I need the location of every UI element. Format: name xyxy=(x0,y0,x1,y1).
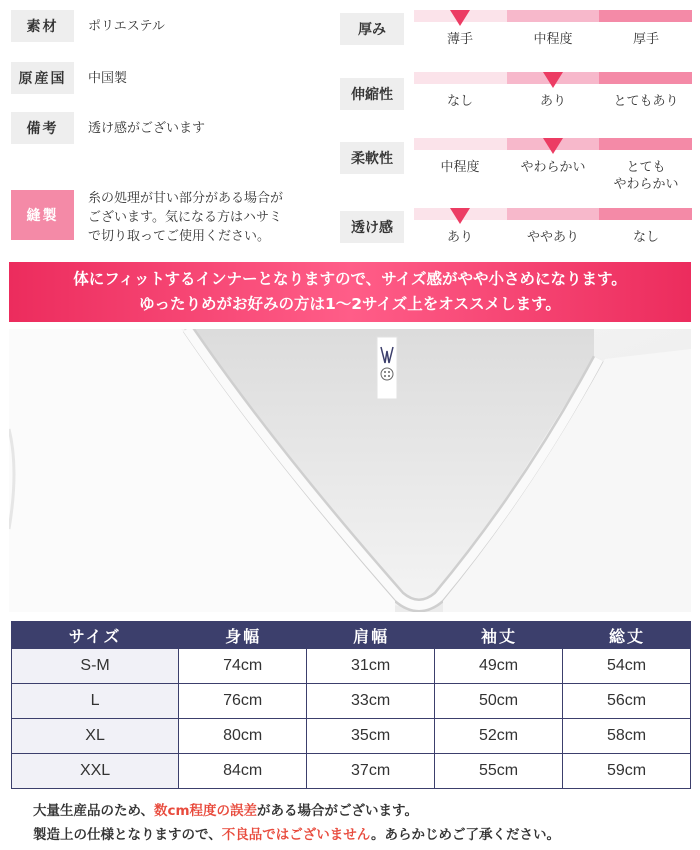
table-row xyxy=(11,719,691,754)
cell-chest-width: 76cm xyxy=(179,684,307,719)
scale-option: なし xyxy=(446,94,473,109)
cell-size: XL xyxy=(11,719,179,754)
size-table-header-row xyxy=(11,621,691,649)
header-total-length: 総丈 xyxy=(563,621,691,649)
scale-option: 厚手 xyxy=(632,32,659,47)
scale-selected-marker-icon xyxy=(450,208,470,224)
size-table xyxy=(11,621,691,789)
scale-label: 伸縮性 xyxy=(340,78,404,110)
spec-origin-label: 原産国 xyxy=(11,62,74,94)
disclaimer-text: 製造上の仕様となりますので、 xyxy=(33,827,222,843)
scale-selected-marker-icon xyxy=(543,72,563,88)
fit-notice-banner xyxy=(9,262,691,322)
scale-option: あり xyxy=(539,94,566,109)
scale-segment xyxy=(507,208,600,220)
scale-option: なし xyxy=(632,230,659,245)
banner-line-2: ゆったりめがお好みの方は1〜2サイズ上をオススメします。 xyxy=(139,295,561,313)
cell-shoulder-width: 37cm xyxy=(307,754,435,789)
cell-shoulder-width: 31cm xyxy=(307,649,435,684)
scale-option: とてもあり xyxy=(613,94,679,109)
scale-segment xyxy=(599,208,692,220)
v-neck-shirt-illustration xyxy=(9,329,691,612)
spec-material-value: ポリエステル xyxy=(88,19,165,34)
scale-segment xyxy=(414,72,507,84)
header-sleeve-length: 袖丈 xyxy=(435,621,563,649)
header-shoulder-width: 肩幅 xyxy=(307,621,435,649)
cell-chest-width: 74cm xyxy=(179,649,307,684)
disclaimer-text: 大量生産品のため、 xyxy=(33,803,154,819)
scale-segment xyxy=(599,72,692,84)
cell-sleeve-length: 52cm xyxy=(435,719,563,754)
cell-shoulder-width: 33cm xyxy=(307,684,435,719)
banner-line-1: 体にフィットするインナーとなりますので、サイズ感がやや小さめになります。 xyxy=(73,270,627,288)
disclaimer-line-1 xyxy=(33,799,418,819)
scale-segment xyxy=(414,138,507,150)
header-chest-width: 身幅 xyxy=(179,621,307,649)
scale-label: 透け感 xyxy=(340,211,404,243)
table-row xyxy=(11,684,691,719)
disclaimer-text: がある場合がございます。 xyxy=(257,803,418,819)
spec-sewing-line: 糸の処理が甘い部分がある場合が xyxy=(88,191,284,206)
product-photo xyxy=(9,329,691,612)
scale-selected-marker-icon xyxy=(450,10,470,26)
cell-size: L xyxy=(11,684,179,719)
cell-chest-width: 84cm xyxy=(179,754,307,789)
cell-sleeve-length: 55cm xyxy=(435,754,563,789)
scale-option: ややあり xyxy=(526,230,579,245)
scale-segment xyxy=(507,10,600,22)
cell-total-length: 54cm xyxy=(563,649,691,684)
spec-sewing-value xyxy=(88,189,283,246)
spec-sewing-line: で切り取ってご使用ください。 xyxy=(88,229,271,244)
disclaimer-highlight: 数cm程度の誤差 xyxy=(153,803,258,819)
scale-option: やわらかい xyxy=(520,160,586,175)
cell-size: XXL xyxy=(11,754,179,789)
table-row xyxy=(11,649,691,684)
disclaimer-text: 。あらかじめご了承ください。 xyxy=(371,827,561,843)
scale-segment xyxy=(599,138,692,150)
cell-sleeve-length: 50cm xyxy=(435,684,563,719)
scale-label: 厚み xyxy=(340,13,404,45)
scale-option: 薄手 xyxy=(446,32,473,47)
spec-notes-label: 備考 xyxy=(11,112,74,144)
cell-total-length: 59cm xyxy=(563,754,691,789)
disclaimer-line-2 xyxy=(33,823,560,843)
spec-material-label: 素材 xyxy=(11,10,74,42)
scale-option: あり xyxy=(446,230,473,245)
cell-size: S-M xyxy=(11,649,179,684)
scale-selected-marker-icon xyxy=(543,138,563,154)
scale-segment xyxy=(599,10,692,22)
cell-sleeve-length: 49cm xyxy=(435,649,563,684)
spec-origin-value: 中国製 xyxy=(88,71,128,86)
spec-sewing-line: ございます。気になる方はハサミ xyxy=(88,210,282,225)
spec-notes-value: 透け感がございます xyxy=(88,121,206,136)
cell-chest-width: 80cm xyxy=(179,719,307,754)
header-size: サイズ xyxy=(11,621,179,649)
disclaimer-highlight: 不良品ではございません xyxy=(221,827,372,843)
cell-total-length: 56cm xyxy=(563,684,691,719)
cell-total-length: 58cm xyxy=(563,719,691,754)
table-row xyxy=(11,754,691,789)
scale-option: とても やわらかい xyxy=(613,160,679,192)
cell-shoulder-width: 35cm xyxy=(307,719,435,754)
scale-option: 中程度 xyxy=(533,32,573,47)
spec-sewing-label: 縫製 xyxy=(11,190,74,240)
scale-option: 中程度 xyxy=(440,160,480,175)
scale-label: 柔軟性 xyxy=(340,142,404,174)
